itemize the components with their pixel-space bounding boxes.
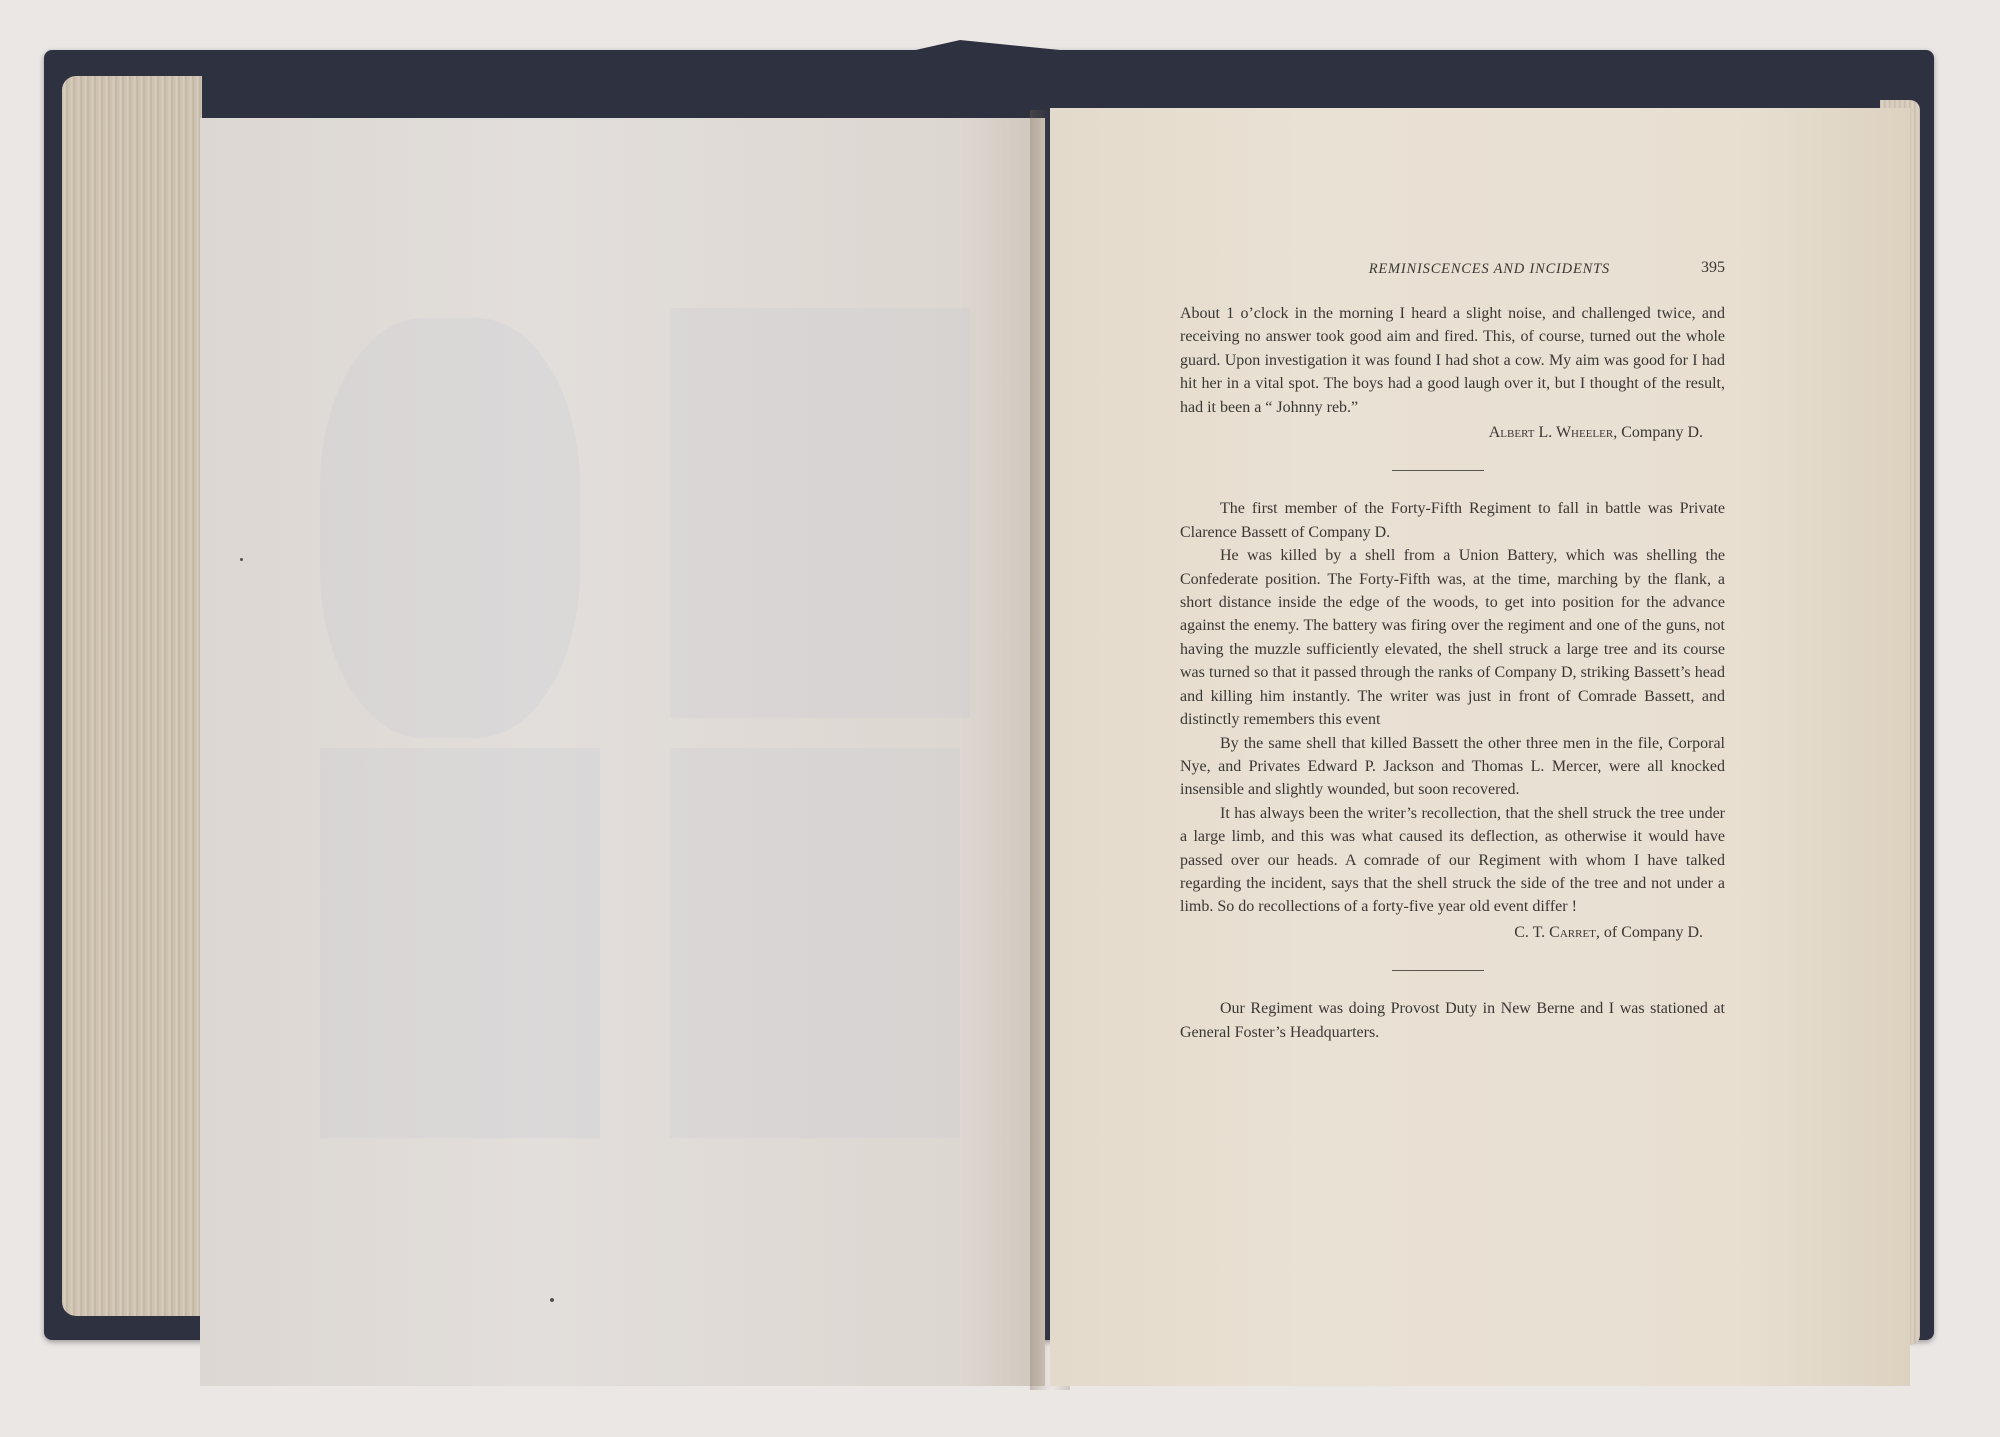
paragraph-shell-kill: He was killed by a shell from a Union Battery, which was shelling the Confederate position. The Forty-Fifth was, at the time, marching by the flank, a short distance inside the edge of the woods, to get into position for the advance against the enemy. The battery was firing over the regiment and one of the guns, not having the muzzle sufficiently elevated, the shell struck a large tree and its course was turned so that it passed through the ranks of Company D, striking Bassett’s head and killing him instantly. The writer was just in front of Comrade Bassett, and distinctly remembers this event	[1180, 547, 1725, 729]
page-text	[1180, 258, 1725, 1044]
page-number: 395	[1701, 259, 1725, 276]
left-page-blank	[200, 118, 1045, 1386]
signature-wheeler	[1180, 421, 1725, 444]
paragraph-same-shell: By the same shell that killed Bassett the other three men in the file, Corporal Nye, and Privates Edward P. Jackson and Thomas L. Mercer, were all knocked insensible and slightly wounded, but soon recovered.	[1180, 734, 1725, 799]
running-head	[1180, 258, 1725, 288]
show-through-ghost	[670, 748, 960, 1138]
signature-name: Albert L. Wheeler,	[1488, 424, 1618, 442]
signature-company: Company D.	[1621, 424, 1703, 442]
paper-speck	[550, 1298, 554, 1302]
show-through-ghost	[320, 748, 600, 1138]
show-through-ghost	[670, 308, 970, 718]
paragraph-recollection: It has always been the writer’s recollection, that the shell struck the tree under a large limb, and this was what caused its deflection, as otherwise it would have passed over our heads. A comrade of our Regiment with whom I have talked regarding the incident, says that the shell struck the side of the tree and not under a limb. So do recollections of a forty-five year old event differ !	[1180, 804, 1725, 916]
signature-company: of Company D.	[1603, 923, 1703, 941]
left-page-edges	[62, 76, 202, 1316]
section-divider	[1392, 970, 1484, 971]
paragraph-first-fall: The first member of the Forty-Fifth Regiment to fall in battle was Private Clarence Bassett of Company D.	[1180, 500, 1725, 541]
signature-name: C. T. Carret,	[1514, 923, 1600, 941]
paragraph-cow-incident: About 1 o’clock in the morning I heard a slight noise, and challenged twice, and receiving no answer took good aim and fired. This, of course, turned out the whole guard. Upon investigation it was found I had shot a cow. My aim was good for I had hit her in a vital spot. The boys had a good laugh over it, but I thought of the result, had it been a “ Johnny reb.”	[1180, 305, 1725, 416]
signature-carret	[1180, 921, 1725, 944]
paragraph-provost-duty: Our Regiment was doing Provost Duty in New Berne and I was stationed at General Foster’s Headquarters.	[1180, 1000, 1725, 1041]
section-divider	[1392, 470, 1484, 471]
show-through-ghost	[320, 318, 580, 738]
running-title: REMINISCENCES AND INCIDENTS	[1368, 261, 1610, 277]
right-page	[1050, 108, 1910, 1386]
paper-speck	[240, 558, 243, 561]
